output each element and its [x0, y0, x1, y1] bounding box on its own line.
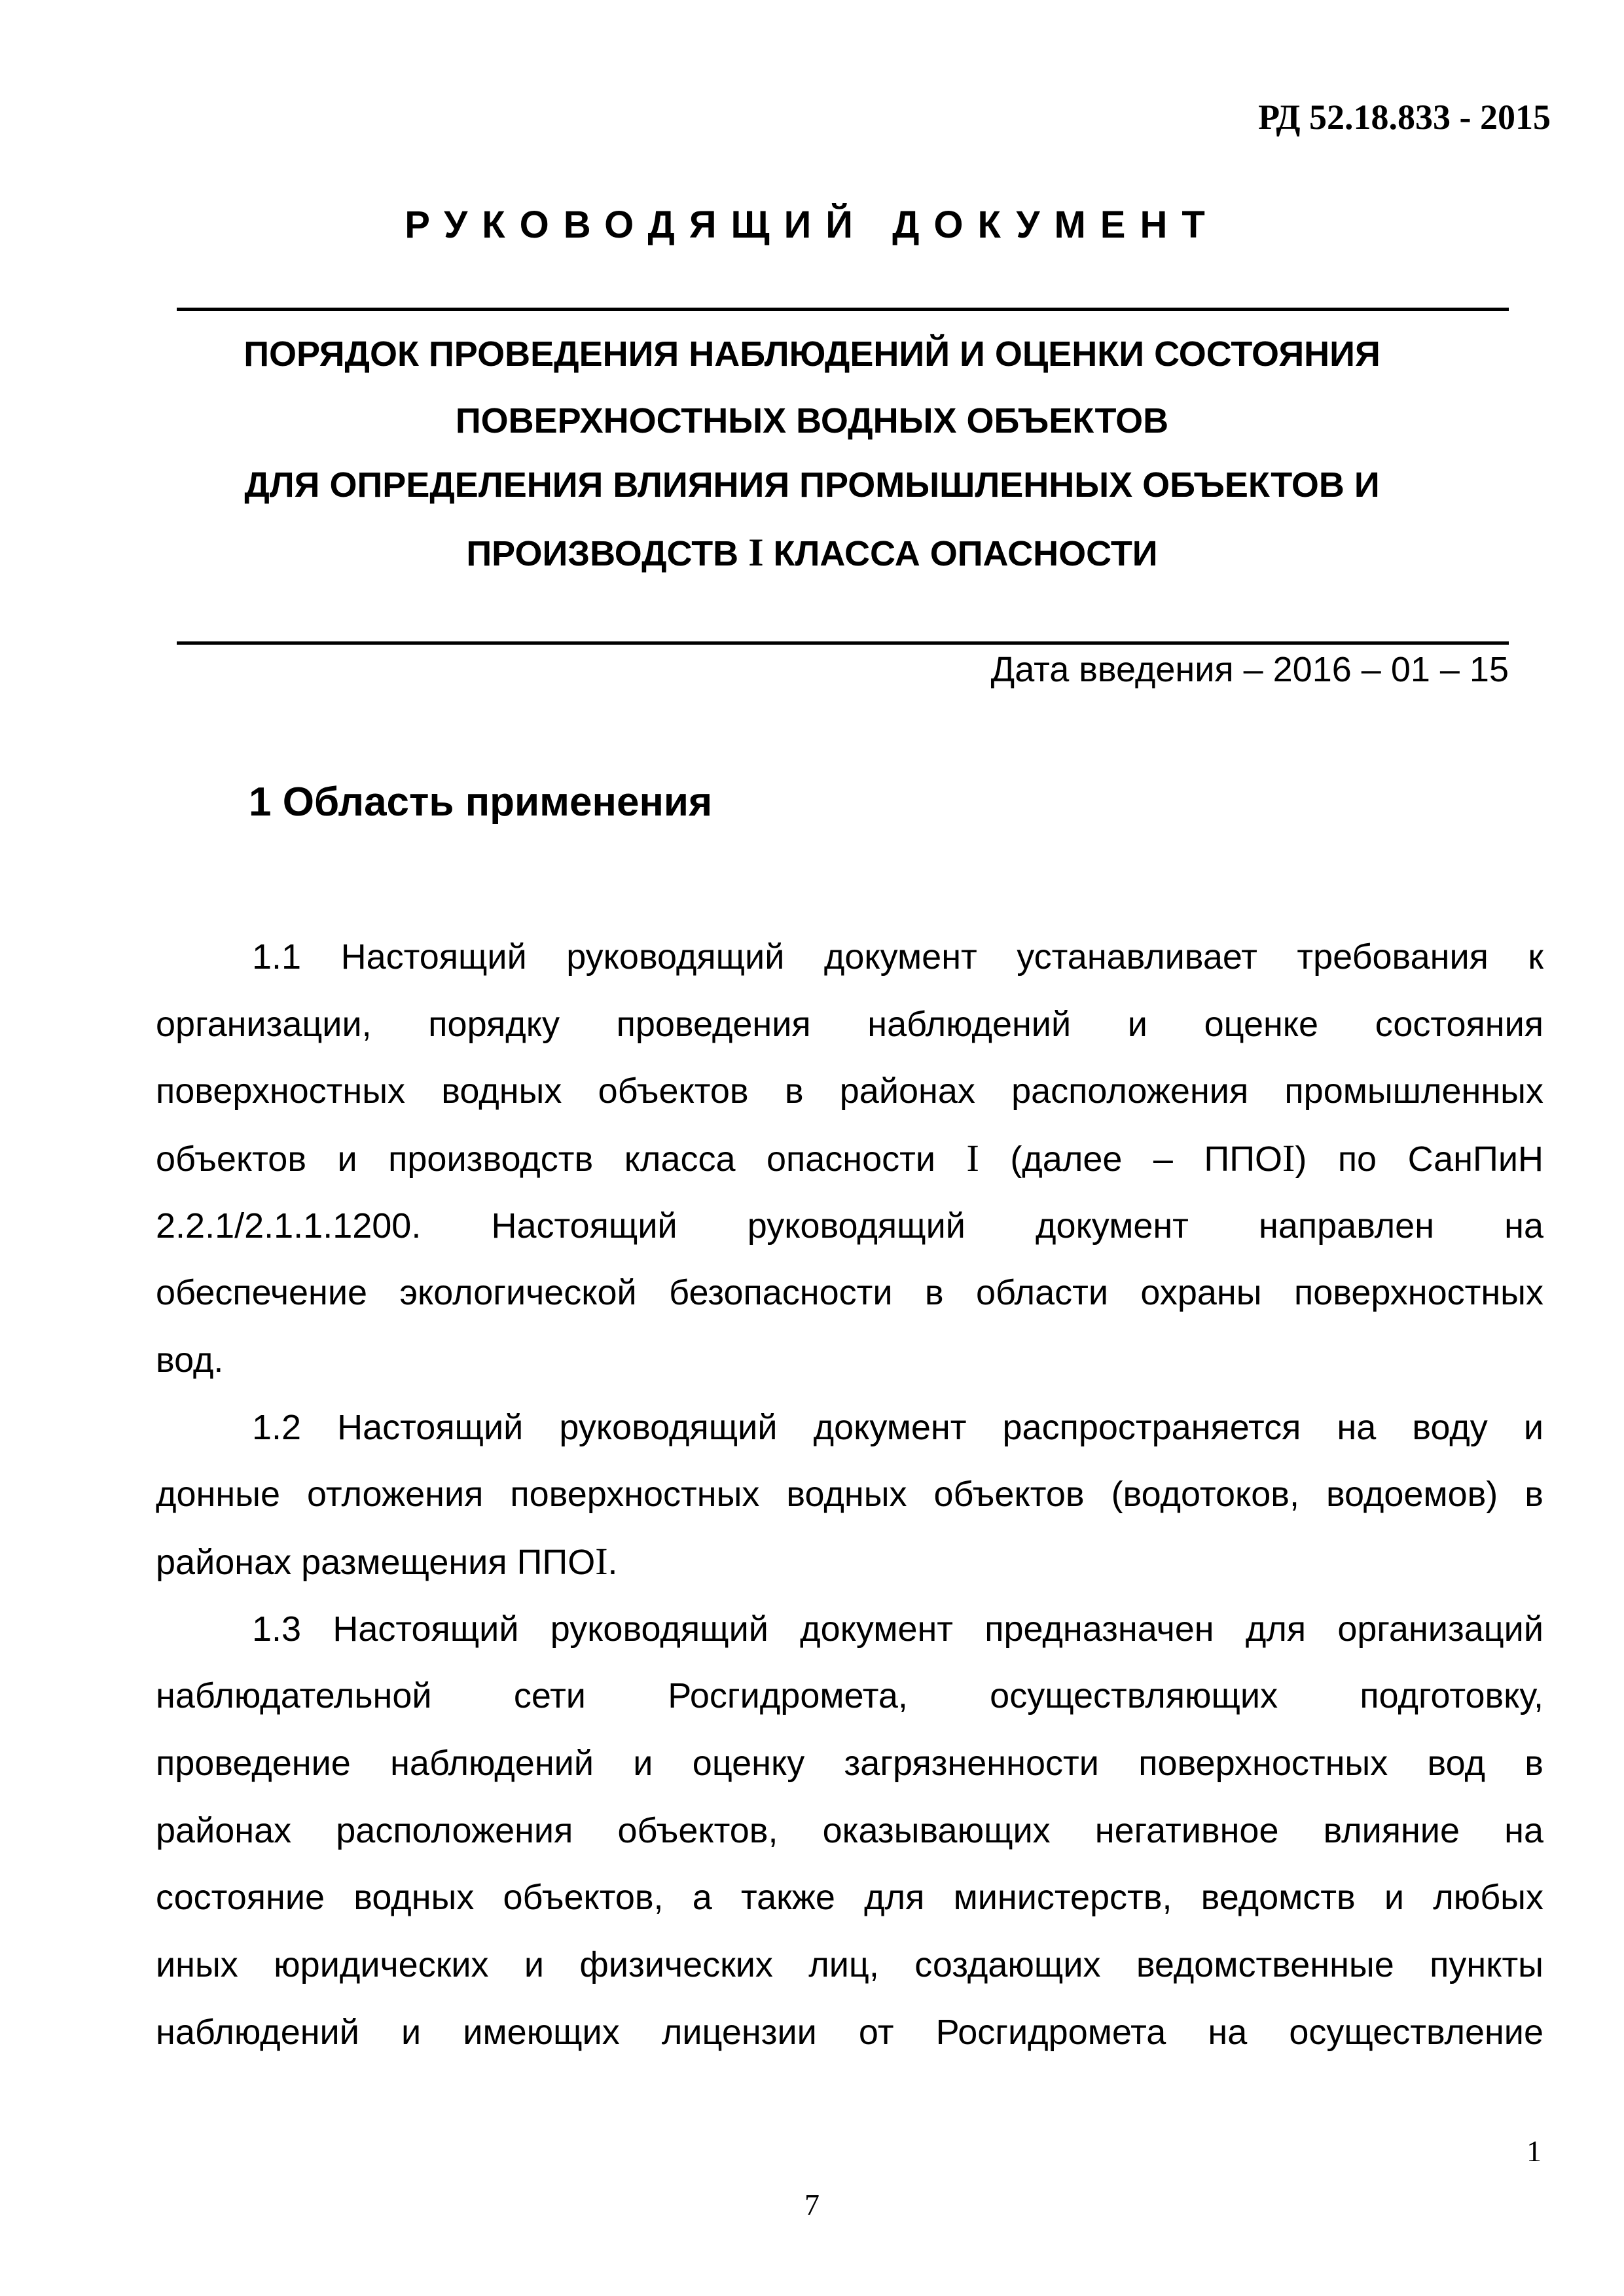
paragraph-1-3-line-6: иных юридических и физических лиц, создающих ведомственные пункты	[156, 1945, 1543, 1984]
line-3-text-before: районах размещения ППО	[156, 1543, 596, 1582]
roman-numeral: I	[1282, 1137, 1295, 1179]
paragraph-1-1-line-1: 1.1 Настоящий руководящий документ устанавливает требования к	[252, 937, 1543, 977]
paragraph-1-1-line-7: вод.	[156, 1340, 224, 1380]
folio-number: 7	[804, 2188, 820, 2221]
paragraph-1-3-line-1: 1.3 Настоящий руководящий документ предназначен для организаций	[252, 1609, 1543, 1649]
roman-numeral: I	[595, 1540, 608, 1583]
paragraph-1-1-line-5: 2.2.1/2.1.1.1200. Настоящий руководящий документ направлен на	[156, 1206, 1543, 1246]
roman-numeral: I	[966, 1137, 979, 1179]
title-roman-numeral: I	[748, 531, 764, 574]
document-type-heading: РУКОВОДЯЩИЙ ДОКУМЕНТ	[405, 204, 1219, 246]
paragraph-1-3-line-7: наблюдений и имеющих лицензии от Росгидромета на осуществление	[156, 2013, 1543, 2052]
title-line-4-text-after: КЛАССА ОПАСНОСТИ	[763, 534, 1158, 573]
paragraph-1-3-line-3: проведение наблюдений и оценку загрязненности поверхностных вод в	[156, 1744, 1543, 1783]
paragraph-1-3-line-4: районах расположения объектов, оказывающих негативное влияние на	[156, 1811, 1543, 1850]
paragraph-1-1-line-6: обеспечение экологической безопасности в области охраны поверхностных	[156, 1273, 1543, 1312]
paragraph-1-2-line-2: донные отложения поверхностных водных объектов (водотоков, водоемов) в	[156, 1475, 1543, 1514]
document-code: РД 52.18.833 - 2015	[1258, 98, 1551, 137]
paragraph-1-2-line-1: 1.2 Настоящий руководящий документ распространяется на воду и	[252, 1408, 1543, 1447]
document-title-line-2: ПОВЕРХНОСТНЫХ ВОДНЫХ ОБЪЕКТОВ	[455, 401, 1169, 440]
document-title-line-4	[0, 530, 1624, 575]
document-title-line-1: ПОРЯДОК ПРОВЕДЕНИЯ НАБЛЮДЕНИЙ И ОЦЕНКИ СОСТОЯНИЯ	[244, 334, 1380, 374]
line-4-text-before: объектов и производств класса опасности	[156, 1139, 967, 1179]
introduction-date: Дата введения – 2016 – 01 – 15	[990, 650, 1509, 689]
title-rule-top	[177, 308, 1509, 311]
paragraph-1-3-line-2: наблюдательной сети Росгидромета, осуществляющих подготовку,	[156, 1676, 1543, 1715]
section-heading: 1 Область применения	[249, 780, 713, 825]
document-title-line-3: ДЛЯ ОПРЕДЕЛЕНИЯ ВЛИЯНИЯ ПРОМЫШЛЕННЫХ ОБЪЕКТОВ И	[244, 465, 1380, 505]
line-4-text-after: ) по СанПиН	[1295, 1139, 1543, 1179]
paragraph-1-3-line-5: состояние водных объектов, а также для министерств, ведомств и любых	[156, 1878, 1543, 1917]
paragraph-1-1-line-2: организации, порядку проведения наблюдений и оценке состояния	[156, 1005, 1543, 1044]
page-number: 1	[1526, 2134, 1542, 2168]
title-line-4-text-before: ПРОИЗВОДСТВ	[466, 534, 749, 573]
paragraph-1-1-line-3: поверхностных водных объектов в районах расположения промышленных	[156, 1071, 1543, 1111]
line-4-text-middle: (далее – ППО	[979, 1139, 1283, 1179]
title-rule-bottom	[177, 641, 1509, 645]
paragraph-1-1-line-4	[156, 1136, 1543, 1181]
line-3-text-after: .	[607, 1543, 618, 1582]
paragraph-1-2-line-3	[156, 1539, 1543, 1585]
